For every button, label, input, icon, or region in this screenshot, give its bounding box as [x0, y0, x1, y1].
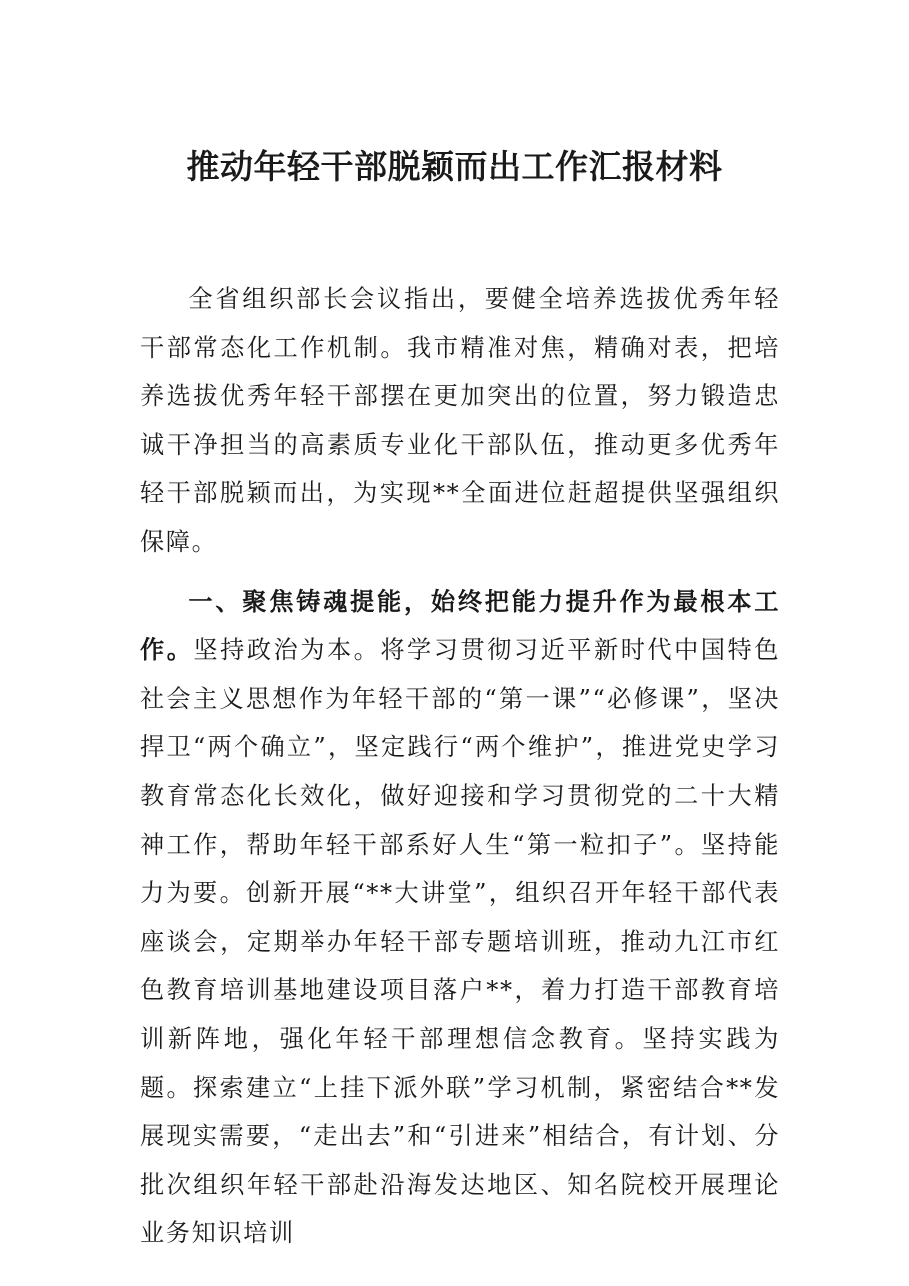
- intro-paragraph: 全省组织部长会议指出，要健全培养选拔优秀年轻干部常态化工作机制。我市精准对焦，精确对表，把培养选拔优秀年轻干部摆在更加突出的位置，努力锻造忠诚干净担当的高素质专业化干部队伍，推动更多优秀年轻干部脱颖而出，为实现**全面进位赶超提供坚强组织保障。: [140, 285, 780, 556]
- document-body: [140, 275, 780, 1258]
- section-1-heading: 一、聚焦铸魂提能，始终把能力提升作为最根本工作。: [140, 587, 780, 665]
- section-1-body: 坚持政治为本。将学习贯彻习近平新时代中国特色社会主义思想作为年轻干部的“第一课”“必修课”，坚决捍卫“两个确立”，坚定践行“两个维护”，推进党史学习教育常态化长效化，做好迎接和学习贯彻党的二十大精神工作，帮助年轻干部系好人生“第一粒扣子”。坚持能力为要。创新开展“**大讲堂”，组织召开年轻干部代表座谈会，定期举办年轻干部专题培训班，推动九江市红色教育培训基地建设项目落户**，着力打造干部教育培训新阵地，强化年轻干部理想信念教育。坚持实践为题。探索建立“上挂下派外联”学习机制，紧密结合**发展现实需要，“走出去”和“引进来”相结合，有计划、分批次组织年轻干部赴沿海发达地区、知名院校开展理论业务知识培训: [140, 636, 781, 1248]
- document-title: 推动年轻干部脱颖而出工作汇报材料: [186, 147, 723, 186]
- section-1-paragraph: [140, 578, 780, 1258]
